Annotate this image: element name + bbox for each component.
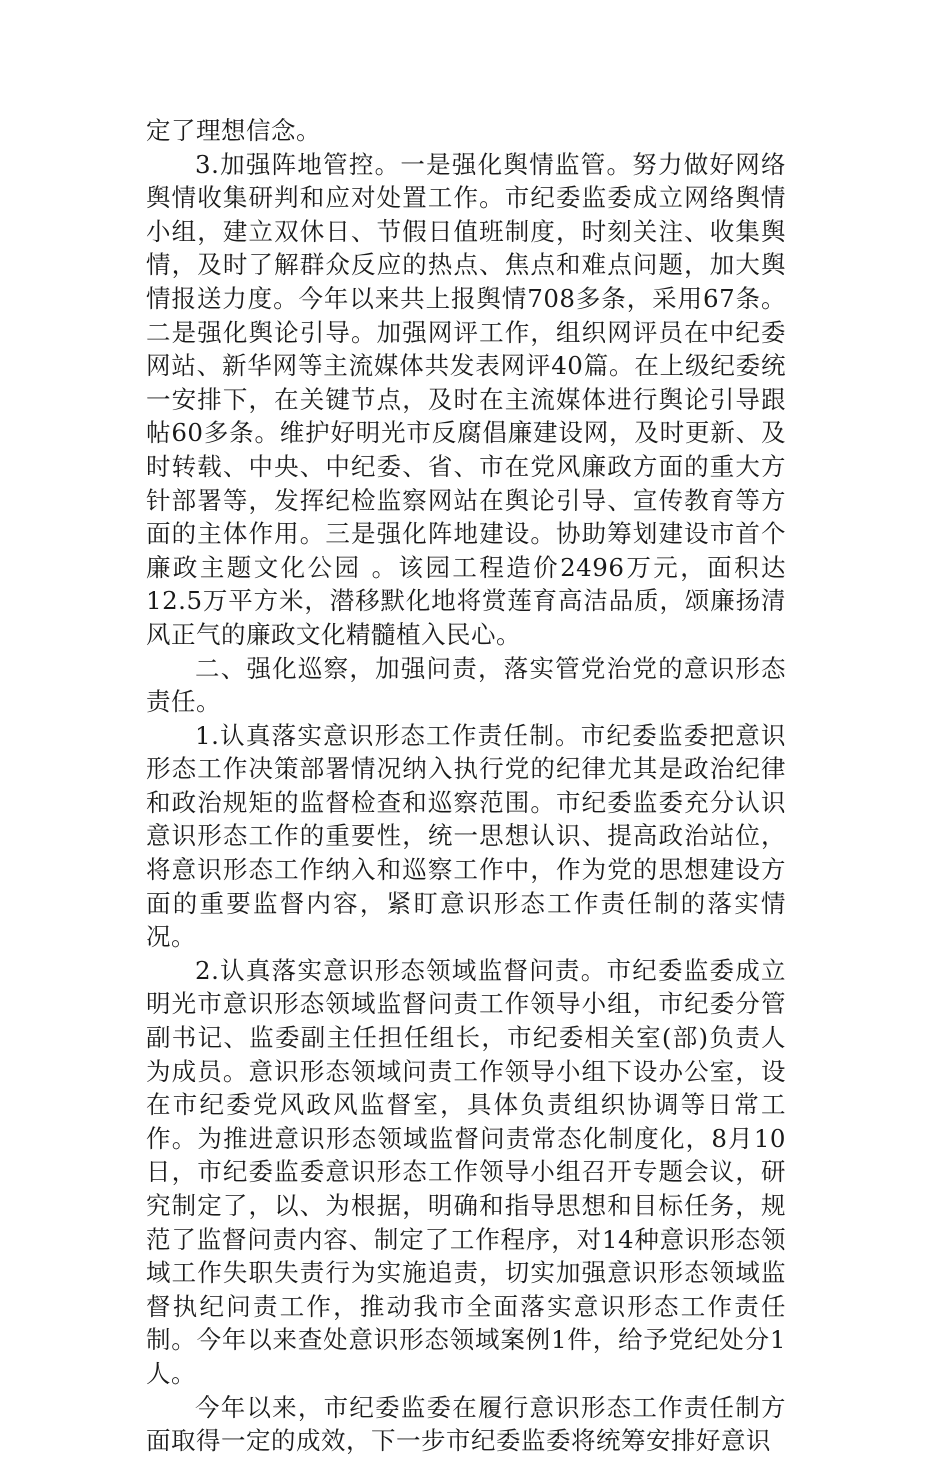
paragraph-1: 3.加强阵地管控。一是强化舆情监管。努力做好网络舆情收集研判和应对处置工作。市纪委监委成立网络舆情小组，建立双休日、节假日值班制度，时刻关注、收集舆情，及时了解群众反应的热点、焦点和难点问题，加大舆情报送力度。今年以来共上报舆情708多条，采用67条。二是强化舆论引导。加强网评工作，组织网评员在中纪委网站、新华网等主流媒体共发表网评40篇。在上级纪委统一安排下，在关键节点，及时在主流媒体进行舆论引导跟帖60多条。维护好明光市反腐倡廉建设网，及时更新、及时转载、中央、中纪委、省、市在党风廉政方面的重大方针部署等，发挥纪检监察网站在舆论引导、宣传教育等方面的主体作用。三是强化阵地建设。协助筹划建设市首个廉政主题文化公园 。该园工程造价2496万元，面积达12.5万平方米，潜移默化地将赏莲育高洁品质，颂廉扬清风正气的廉政文化精髓植入民心。 xyxy=(146,149,786,649)
section-heading-2: 二、强化巡察，加强问责，落实管党治党的意识形态责任。 xyxy=(146,653,786,717)
paragraph-0: 定了理想信念。 xyxy=(146,116,321,145)
paragraph-3: 1.认真落实意识形态工作责任制。市纪委监委把意识形态工作决策部署情况纳入执行党的纪律尤其是政治纪律和政治规矩的监督检查和巡察范围。市纪委监委充分认识意识形态工作的重要性，统一思想认识、提高政治站位，将意识形态工作纳入和巡察工作中，作为党的思想建设方面的重要监督内容，紧盯意识形态工作责任制的落实情况。 xyxy=(146,720,786,952)
paragraph-4: 2.认真落实意识形态领域监督问责。市纪委监委成立明光市意识形态领域监督问责工作领导小组，市纪委分管副书记、监委副主任担任组长，市纪委相关室(部)负责人为成员。意识形态领域问责工作领导小组下设办公室，设在市纪委党风政风监督室，具体负责组织协调等日常工作。为推进意识形态领域监督问责常态化制度化，8月10日，市纪委监委意识形态工作领导小组召开专题会议，研究制定了，以、为根据，明确和指导思想和目标任务，规范了监督问责内容、制定了工作程序，对14种意识形态领域工作失职失责行为实施追责，切实加强意识形态领域监督执纪问责工作，推动我市全面落实意识形态工作责任制。今年以来查处意识形态领域案例1件，给予党纪处分1人。 xyxy=(146,955,786,1388)
paragraph-5: 今年以来，市纪委监委在履行意识形态工作责任制方面取得一定的成效，下一步市纪委监委将统筹安排好意识 xyxy=(146,1392,786,1456)
document-page xyxy=(146,114,786,1458)
